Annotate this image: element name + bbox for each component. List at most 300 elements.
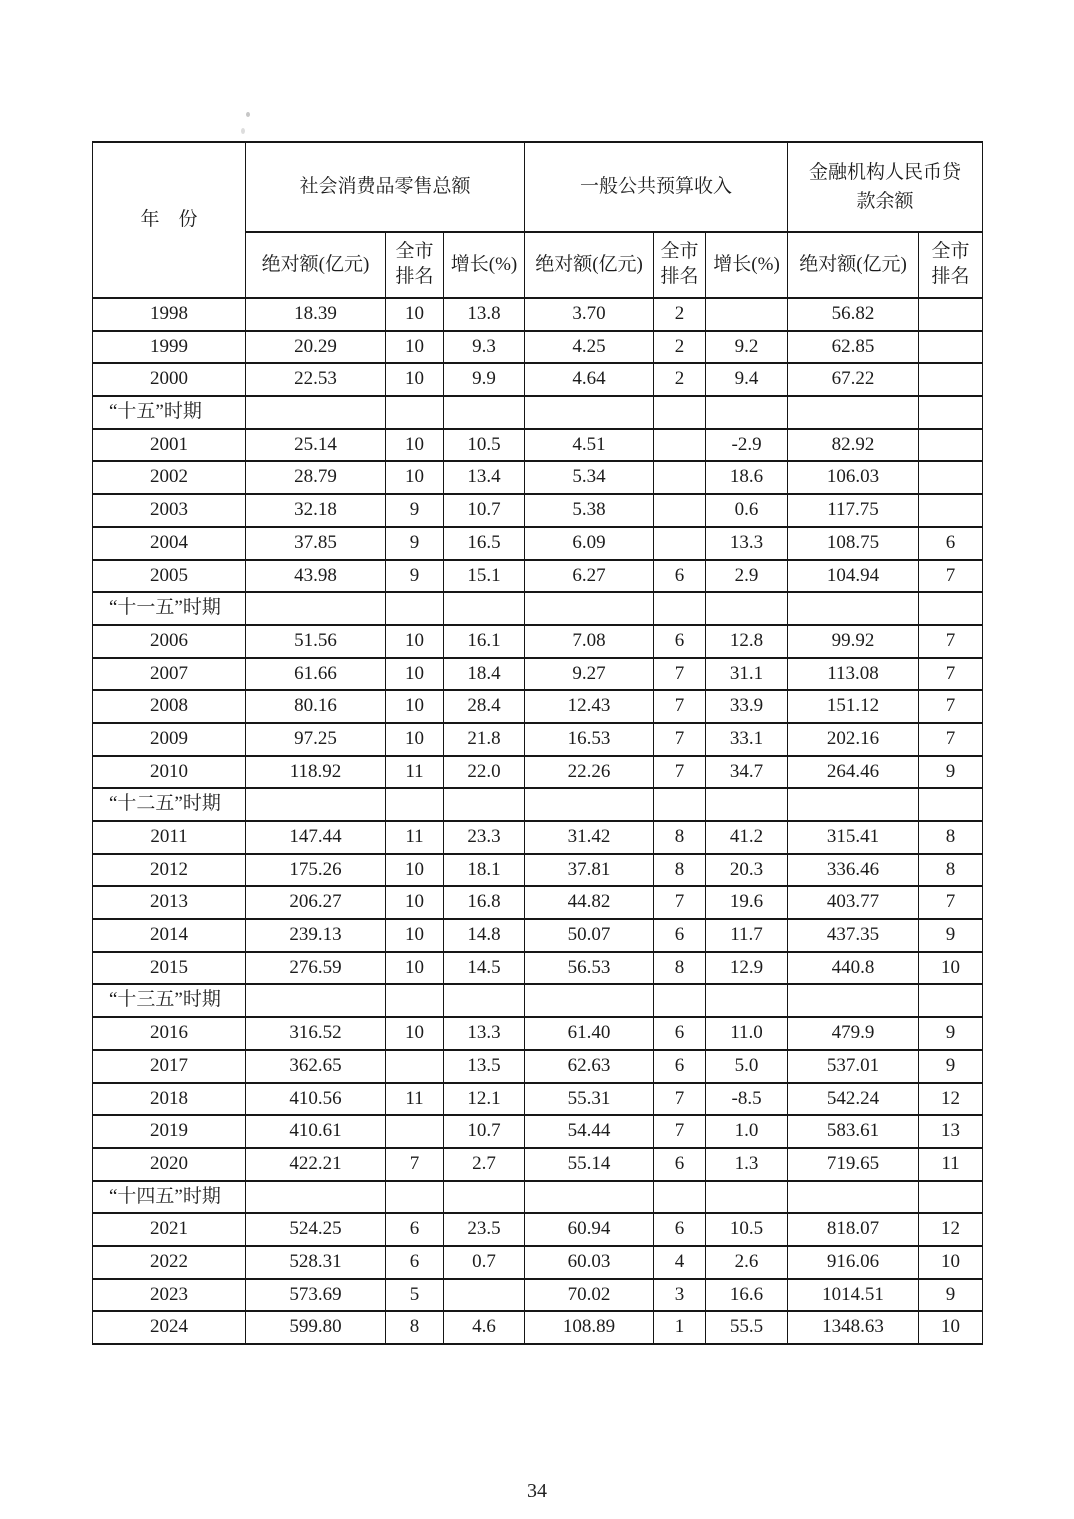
value-cell: 61.40 [525, 1017, 654, 1050]
year-cell: 2000 [93, 363, 246, 396]
value-cell: 13.3 [444, 1017, 525, 1050]
value-cell: 12 [919, 1083, 983, 1116]
value-cell: 10 [386, 854, 444, 887]
table-row [93, 1115, 983, 1148]
period-row [93, 788, 983, 821]
value-cell [919, 363, 983, 396]
value-cell: 31.1 [706, 658, 788, 691]
value-cell: 14.8 [444, 919, 525, 952]
table-body [93, 298, 983, 1344]
value-cell: 11.7 [706, 919, 788, 952]
value-cell: 41.2 [706, 821, 788, 854]
value-cell: 403.77 [788, 886, 919, 919]
value-cell: 12.9 [706, 952, 788, 985]
value-cell: 104.94 [788, 560, 919, 593]
value-cell [386, 1181, 444, 1214]
value-cell [386, 788, 444, 821]
value-cell: 6 [386, 1246, 444, 1279]
table-row [93, 363, 983, 396]
value-cell: 5.38 [525, 494, 654, 527]
value-cell: 10 [386, 658, 444, 691]
value-cell: 20.3 [706, 854, 788, 887]
value-cell: 10 [919, 1246, 983, 1279]
value-cell: 22.53 [246, 363, 386, 396]
year-cell: 2022 [93, 1246, 246, 1279]
value-cell: 10.5 [706, 1213, 788, 1246]
value-cell: 10.7 [444, 1115, 525, 1148]
value-cell: 70.02 [525, 1279, 654, 1312]
value-cell: 6.09 [525, 527, 654, 560]
value-cell: 55.31 [525, 1083, 654, 1116]
value-cell [654, 592, 706, 625]
value-cell: 55.5 [706, 1311, 788, 1344]
value-cell: 56.53 [525, 952, 654, 985]
value-cell: 1.3 [706, 1148, 788, 1181]
value-cell: 10 [386, 363, 444, 396]
year-cell: 2006 [93, 625, 246, 658]
table-row [93, 429, 983, 462]
value-cell: -8.5 [706, 1083, 788, 1116]
value-cell [788, 788, 919, 821]
value-cell: 719.65 [788, 1148, 919, 1181]
value-cell: 8 [654, 952, 706, 985]
value-cell [444, 984, 525, 1017]
year-column-header: 年 份 [93, 142, 246, 298]
value-cell [246, 788, 386, 821]
group-header-financial-loans [788, 142, 983, 232]
value-cell: 2.6 [706, 1246, 788, 1279]
value-cell [386, 396, 444, 429]
year-cell: 2014 [93, 919, 246, 952]
period-label-cell: “十二五”时期 [93, 788, 246, 821]
value-cell [706, 984, 788, 1017]
value-cell [919, 429, 983, 462]
year-cell: 2003 [93, 494, 246, 527]
value-cell: 37.81 [525, 854, 654, 887]
value-cell [525, 788, 654, 821]
value-cell [444, 788, 525, 821]
value-cell: 14.5 [444, 952, 525, 985]
value-cell: 573.69 [246, 1279, 386, 1312]
year-cell: 2017 [93, 1050, 246, 1083]
value-cell: 8 [919, 821, 983, 854]
year-cell: 2005 [93, 560, 246, 593]
table-row [93, 560, 983, 593]
table-row [93, 461, 983, 494]
year-cell: 2024 [93, 1311, 246, 1344]
value-cell: 1.0 [706, 1115, 788, 1148]
table-row [93, 1279, 983, 1312]
period-row [93, 396, 983, 429]
sub-header-absolute-3: 绝对额(亿元) [788, 232, 919, 298]
value-cell: 13.5 [444, 1050, 525, 1083]
value-cell: 583.61 [788, 1115, 919, 1148]
value-cell: 16.8 [444, 886, 525, 919]
value-cell: 34.7 [706, 756, 788, 789]
value-cell [706, 788, 788, 821]
year-cell: 2013 [93, 886, 246, 919]
value-cell: 33.1 [706, 723, 788, 756]
value-cell: 117.75 [788, 494, 919, 527]
value-cell [444, 396, 525, 429]
value-cell: 50.07 [525, 919, 654, 952]
value-cell: 0.6 [706, 494, 788, 527]
value-cell [788, 396, 919, 429]
value-cell: 10 [386, 461, 444, 494]
value-cell: 12.8 [706, 625, 788, 658]
value-cell [386, 1050, 444, 1083]
value-cell: 62.63 [525, 1050, 654, 1083]
value-cell [706, 298, 788, 331]
value-cell [788, 592, 919, 625]
value-cell: 8 [654, 821, 706, 854]
table-row [93, 298, 983, 331]
value-cell: 18.39 [246, 298, 386, 331]
value-cell: 12.43 [525, 690, 654, 723]
sub-header-growth-1: 增长(%) [444, 232, 525, 298]
value-cell [919, 788, 983, 821]
value-cell [525, 1181, 654, 1214]
period-row [93, 1181, 983, 1214]
value-cell: 410.56 [246, 1083, 386, 1116]
year-cell: 2008 [93, 690, 246, 723]
value-cell: 524.25 [246, 1213, 386, 1246]
value-cell: 9 [919, 919, 983, 952]
value-cell: 10 [386, 298, 444, 331]
value-cell [919, 984, 983, 1017]
value-cell: 239.13 [246, 919, 386, 952]
page-number: 34 [527, 1480, 547, 1502]
value-cell: 113.08 [788, 658, 919, 691]
scan-speck-artifact [241, 128, 245, 134]
year-cell: 2001 [93, 429, 246, 462]
table-row [93, 1148, 983, 1181]
value-cell: 175.26 [246, 854, 386, 887]
value-cell: 37.85 [246, 527, 386, 560]
value-cell: 9.27 [525, 658, 654, 691]
value-cell: 7 [919, 625, 983, 658]
value-cell: 22.0 [444, 756, 525, 789]
value-cell: 10 [386, 690, 444, 723]
table-row [93, 625, 983, 658]
table-row [93, 494, 983, 527]
value-cell: 9.2 [706, 331, 788, 364]
year-cell: 2007 [93, 658, 246, 691]
value-cell: 10 [919, 1311, 983, 1344]
period-row [93, 984, 983, 1017]
year-cell: 2010 [93, 756, 246, 789]
table-row [93, 690, 983, 723]
table-row [93, 527, 983, 560]
group-header-financial-loans-label: 金融机构人民币贷款余额 [809, 161, 962, 212]
value-cell: 99.92 [788, 625, 919, 658]
group-header-retail-sales: 社会消费品零售总额 [246, 142, 525, 232]
value-cell [919, 461, 983, 494]
value-cell: 2.7 [444, 1148, 525, 1181]
value-cell: 11 [919, 1148, 983, 1181]
value-cell: 9.4 [706, 363, 788, 396]
value-cell: 97.25 [246, 723, 386, 756]
value-cell: 6 [654, 1213, 706, 1246]
value-cell [525, 984, 654, 1017]
value-cell: 6 [654, 625, 706, 658]
value-cell: 11 [386, 821, 444, 854]
value-cell: 3.70 [525, 298, 654, 331]
value-cell: 108.89 [525, 1311, 654, 1344]
value-cell: 106.03 [788, 461, 919, 494]
value-cell: 206.27 [246, 886, 386, 919]
value-cell: 6 [654, 1050, 706, 1083]
period-label-cell: “十五”时期 [93, 396, 246, 429]
value-cell: 23.3 [444, 821, 525, 854]
value-cell: 6 [654, 919, 706, 952]
value-cell [919, 1181, 983, 1214]
value-cell: 7 [919, 723, 983, 756]
value-cell: 13.4 [444, 461, 525, 494]
value-cell: 437.35 [788, 919, 919, 952]
value-cell: 16.1 [444, 625, 525, 658]
value-cell [706, 1181, 788, 1214]
sub-header-rank-2 [654, 232, 706, 298]
value-cell: 80.16 [246, 690, 386, 723]
value-cell: 0.7 [444, 1246, 525, 1279]
value-cell: 2 [654, 363, 706, 396]
value-cell: 4.51 [525, 429, 654, 462]
value-cell: 82.92 [788, 429, 919, 462]
value-cell: 422.21 [246, 1148, 386, 1181]
value-cell: 18.1 [444, 854, 525, 887]
sub-header-rank-2-label: 全市排名 [660, 241, 699, 287]
value-cell [386, 1115, 444, 1148]
statistics-table [92, 141, 983, 1345]
value-cell: 60.03 [525, 1246, 654, 1279]
value-cell: 5.0 [706, 1050, 788, 1083]
value-cell: 9 [919, 1017, 983, 1050]
table-row [93, 1213, 983, 1246]
value-cell: 147.44 [246, 821, 386, 854]
value-cell [654, 429, 706, 462]
value-cell: 264.46 [788, 756, 919, 789]
value-cell [919, 298, 983, 331]
value-cell: 54.44 [525, 1115, 654, 1148]
value-cell: 13 [919, 1115, 983, 1148]
value-cell: 12.1 [444, 1083, 525, 1116]
table-row [93, 1017, 983, 1050]
value-cell: 62.85 [788, 331, 919, 364]
value-cell: 3 [654, 1279, 706, 1312]
value-cell: 7 [654, 756, 706, 789]
value-cell: 916.06 [788, 1246, 919, 1279]
value-cell: 23.5 [444, 1213, 525, 1246]
value-cell: 7 [919, 886, 983, 919]
sub-header-rank-1 [386, 232, 444, 298]
value-cell: 16.5 [444, 527, 525, 560]
value-cell: 22.26 [525, 756, 654, 789]
value-cell [919, 396, 983, 429]
value-cell [788, 984, 919, 1017]
value-cell: 10 [386, 952, 444, 985]
year-cell: 2023 [93, 1279, 246, 1312]
value-cell: 11 [386, 756, 444, 789]
value-cell: 67.22 [788, 363, 919, 396]
table-row [93, 756, 983, 789]
table-row [93, 952, 983, 985]
value-cell: 51.56 [246, 625, 386, 658]
value-cell: 10 [386, 429, 444, 462]
year-cell: 2009 [93, 723, 246, 756]
value-cell: 7.08 [525, 625, 654, 658]
value-cell: 10 [386, 331, 444, 364]
value-cell: 10 [386, 919, 444, 952]
value-cell [444, 1181, 525, 1214]
value-cell: 8 [654, 854, 706, 887]
value-cell: 1 [654, 1311, 706, 1344]
table-row [93, 919, 983, 952]
value-cell: 1014.51 [788, 1279, 919, 1312]
value-cell: 8 [919, 854, 983, 887]
year-cell: 2021 [93, 1213, 246, 1246]
value-cell: 20.29 [246, 331, 386, 364]
value-cell: 25.14 [246, 429, 386, 462]
year-cell: 2020 [93, 1148, 246, 1181]
table-row [93, 1311, 983, 1344]
value-cell [654, 461, 706, 494]
year-cell: 2019 [93, 1115, 246, 1148]
value-cell: 5 [386, 1279, 444, 1312]
table-row [93, 1083, 983, 1116]
value-cell: 56.82 [788, 298, 919, 331]
value-cell: 19.6 [706, 886, 788, 919]
value-cell [706, 396, 788, 429]
value-cell [444, 592, 525, 625]
table-row [93, 1246, 983, 1279]
table-row [93, 886, 983, 919]
sub-header-growth-2: 增长(%) [706, 232, 788, 298]
year-cell: 2002 [93, 461, 246, 494]
sub-header-absolute-2: 绝对额(亿元) [525, 232, 654, 298]
value-cell: 9 [386, 494, 444, 527]
value-cell: 18.4 [444, 658, 525, 691]
period-label-cell: “十四五”时期 [93, 1181, 246, 1214]
year-cell: 2012 [93, 854, 246, 887]
value-cell [788, 1181, 919, 1214]
value-cell: 10.7 [444, 494, 525, 527]
value-cell [444, 1279, 525, 1312]
table-row [93, 723, 983, 756]
value-cell: 108.75 [788, 527, 919, 560]
value-cell [525, 396, 654, 429]
year-cell: 2018 [93, 1083, 246, 1116]
value-cell: 10 [386, 886, 444, 919]
value-cell [386, 984, 444, 1017]
value-cell: 33.9 [706, 690, 788, 723]
value-cell: 13.3 [706, 527, 788, 560]
value-cell: 9 [919, 756, 983, 789]
value-cell: 316.52 [246, 1017, 386, 1050]
value-cell [386, 592, 444, 625]
period-label-cell: “十三五”时期 [93, 984, 246, 1017]
value-cell: -2.9 [706, 429, 788, 462]
value-cell: 11.0 [706, 1017, 788, 1050]
value-cell: 315.41 [788, 821, 919, 854]
period-label-cell: “十一五”时期 [93, 592, 246, 625]
value-cell: 6 [386, 1213, 444, 1246]
value-cell [654, 984, 706, 1017]
sub-header-absolute-1: 绝对额(亿元) [246, 232, 386, 298]
value-cell: 6 [654, 1148, 706, 1181]
value-cell: 276.59 [246, 952, 386, 985]
value-cell: 21.8 [444, 723, 525, 756]
value-cell: 202.16 [788, 723, 919, 756]
value-cell: 6.27 [525, 560, 654, 593]
value-cell [246, 1181, 386, 1214]
value-cell: 9 [919, 1050, 983, 1083]
value-cell: 4.25 [525, 331, 654, 364]
value-cell: 7 [654, 658, 706, 691]
value-cell: 818.07 [788, 1213, 919, 1246]
value-cell: 10.5 [444, 429, 525, 462]
value-cell: 9 [386, 527, 444, 560]
value-cell: 7 [654, 1115, 706, 1148]
value-cell [654, 788, 706, 821]
value-cell: 6 [654, 1017, 706, 1050]
value-cell [919, 331, 983, 364]
value-cell: 11 [386, 1083, 444, 1116]
value-cell [246, 592, 386, 625]
value-cell: 4 [654, 1246, 706, 1279]
value-cell: 7 [386, 1148, 444, 1181]
table-row [93, 854, 983, 887]
value-cell: 10 [386, 723, 444, 756]
value-cell: 28.4 [444, 690, 525, 723]
value-cell: 528.31 [246, 1246, 386, 1279]
value-cell: 43.98 [246, 560, 386, 593]
value-cell: 6 [919, 527, 983, 560]
value-cell [654, 494, 706, 527]
value-cell: 10 [919, 952, 983, 985]
sub-header-rank-3-label: 全市排名 [931, 241, 970, 287]
sub-header-rank-1-label: 全市排名 [395, 241, 434, 287]
value-cell: 151.12 [788, 690, 919, 723]
sub-header-rank-3 [919, 232, 983, 298]
value-cell: 2 [654, 331, 706, 364]
year-cell: 1999 [93, 331, 246, 364]
value-cell [919, 592, 983, 625]
value-cell: 9.3 [444, 331, 525, 364]
table-row [93, 1050, 983, 1083]
value-cell: 61.66 [246, 658, 386, 691]
value-cell: 15.1 [444, 560, 525, 593]
value-cell: 60.94 [525, 1213, 654, 1246]
value-cell: 5.34 [525, 461, 654, 494]
value-cell [919, 494, 983, 527]
value-cell: 2 [654, 298, 706, 331]
value-cell: 7 [919, 560, 983, 593]
value-cell: 1348.63 [788, 1311, 919, 1344]
table-row [93, 821, 983, 854]
value-cell: 9 [386, 560, 444, 593]
value-cell: 28.79 [246, 461, 386, 494]
value-cell: 13.8 [444, 298, 525, 331]
value-cell [654, 396, 706, 429]
period-row [93, 592, 983, 625]
value-cell [246, 984, 386, 1017]
value-cell: 118.92 [246, 756, 386, 789]
value-cell: 10 [386, 1017, 444, 1050]
year-cell: 2015 [93, 952, 246, 985]
value-cell: 7 [654, 886, 706, 919]
value-cell: 7 [654, 690, 706, 723]
